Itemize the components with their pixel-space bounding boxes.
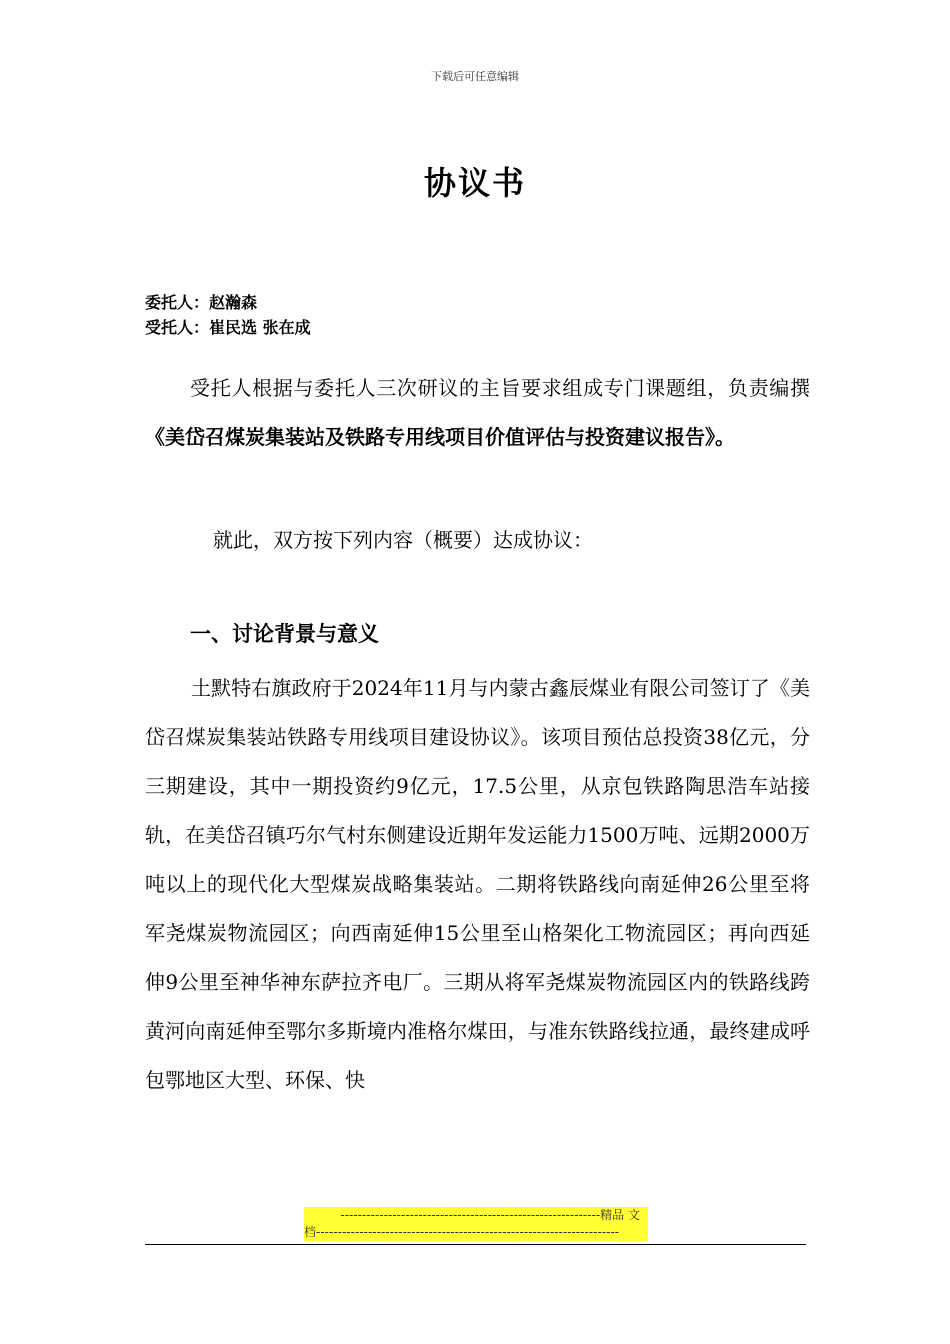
- footer-watermark-line2: 档----------------------------------------------------------------------: [304, 1225, 620, 1239]
- principal-line: 委托人：赵瀚森: [145, 293, 258, 312]
- report-title-text: 《美岱召煤炭集装站及铁路专用线项目价值评估与投资建议报告》。: [145, 425, 735, 449]
- agreement-line: 就此，双方按下列内容（概要）达成协议：: [213, 528, 593, 552]
- footer-rule: [145, 1244, 806, 1245]
- header-note: 下载后可任意编辑: [431, 70, 519, 83]
- footer-watermark-line1: ------------------------------------------------------------精品 文: [340, 1208, 640, 1222]
- section-heading: 一、讨论背景与意义: [190, 622, 379, 646]
- footer-watermark: [304, 1207, 648, 1241]
- document-title: 协议书: [423, 164, 526, 202]
- intro-paragraph: [145, 364, 810, 462]
- agent-line: 受托人：崔民选 张在成: [145, 318, 311, 337]
- section-body-paragraph: 土默特右旗政府于2024年11月与内蒙古鑫辰煤业有限公司签订了《美岱召煤炭集装站铁路专用线项目建设协议》。该项目预估总投资38亿元，分三期建设，其中一期投资约9亿元，17.5公里，从京包铁路陶思浩车站接轨，在美岱召镇巧尔气村东侧建设近期年发运能力1500万吨、远期2000万吨以上的现代化大型煤炭战略集装站。二期将铁路线向南延伸26公里至将军尧煤炭物流园区；向西南延伸15公里至山格架化工物流园区；再向西延伸9公里至神华神东萨拉齐电厂。三期从将军尧煤炭物流园区内的铁路线跨黄河向南延伸至鄂尔多斯境内准格尔煤田，与准东铁路线拉通，最终建成呼包鄂地区大型、环保、快: [145, 676, 810, 1092]
- intro-lead-text: 受托人根据与委托人三次研议的主旨要求组成专门课题组，负责编撰: [190, 376, 810, 400]
